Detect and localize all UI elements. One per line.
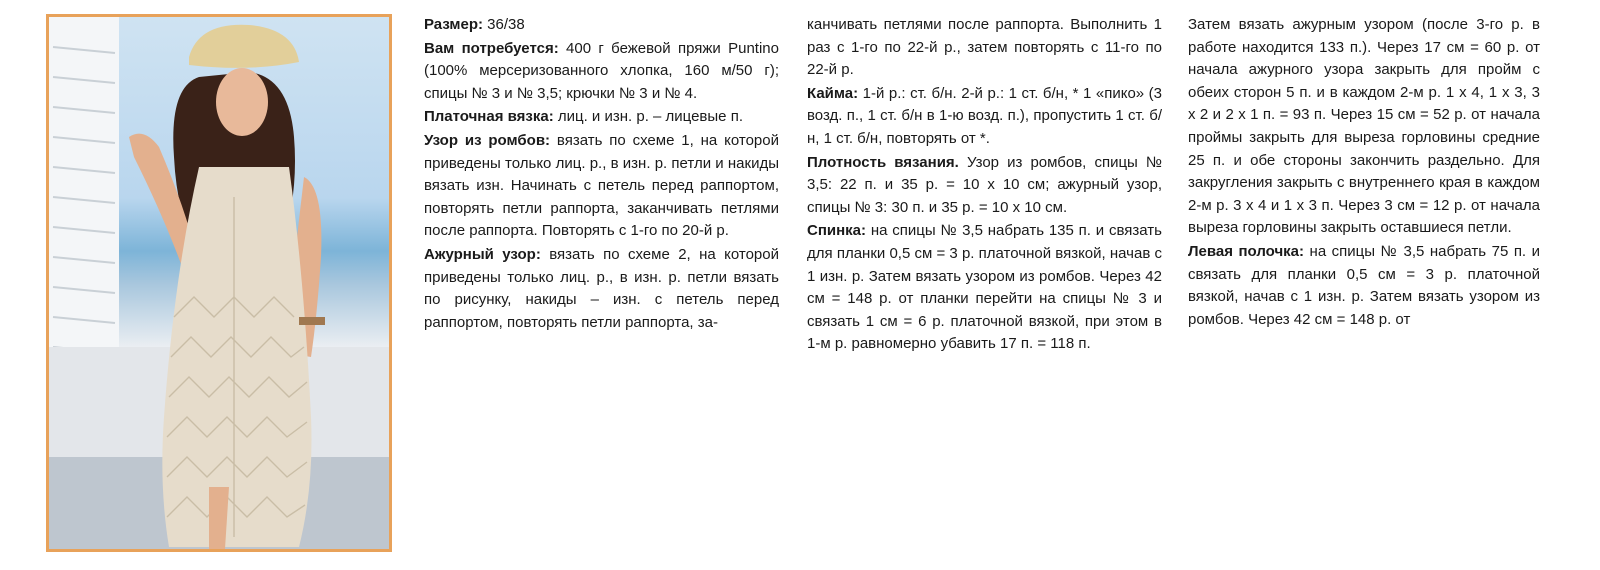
model-photo-icon <box>49 17 389 549</box>
rhombus-pattern-text: вязать по схеме 1, на которой приведены только лиц. р., в изн. р. петли и накиды вязать изн. Начинать с петель перед раппортом, повторять петли раппорта, заканчивать петлями после раппорта. Повторять с 1-го по 20-й р. <box>424 131 779 240</box>
rhombus-pattern-paragraph <box>424 130 779 243</box>
openwork-pattern-text: вязать по схеме 2, на которой приведены только лиц. р., в изн. р. петли вязать по рисунку, накиды – изн. с петель перед раппортом, повторять петли раппорта, за- <box>424 245 779 331</box>
gauge-text: Узор из ромбов, спицы № 3,5: 22 п. и 35 р. = 10 x 10 см; ажурный узор, спицы № 3: 30 п. и 35 р. = 10 x 10 см. <box>807 153 1162 216</box>
continuation-text-2: Затем вязать ажурным узором (после 3-го р. в работе находится 133 п.). Через 17 см = 60 р. от начала ажурного узора закрыть для пройм с обеих сторон 5 п. и в каждом 2-м р. 1 x 4, 1 x 3, 3 x 2 и 2 x 1 п. = 93 п. Через 15 см = 52 р. от начала проймы закрыть для выреза горловины средние 25 п. и обе стороны закончить раздельно. Для закругления закрыть с внутреннего края в каждом 2-м р. 3 x 4 и 1 x 3 п. Через 3 см = 12 р. от начала выреза горловины закрыть оставшиеся петли. <box>1188 16 1540 237</box>
size-paragraph <box>424 14 779 37</box>
instructions-column-1 <box>424 14 779 559</box>
instructions-column-3 <box>1188 14 1540 559</box>
size-label: Размер: <box>424 16 484 33</box>
instructions-column-2 <box>807 14 1162 559</box>
continuation-text: канчивать петлями после раппорта. Выполнить 1 раз с 1-го по 22-й р., затем повторять с 11-го по 22-й р. <box>807 16 1162 79</box>
back-label: Спинка: <box>807 222 867 240</box>
rhombus-pattern-label: Узор из ромбов: <box>424 131 551 149</box>
materials-label: Вам потребуется: <box>424 39 559 57</box>
left-front-paragraph <box>1188 241 1540 331</box>
edge-paragraph <box>807 83 1162 151</box>
garter-stitch-text: лиц. и изн. р. – лицевые п. <box>553 108 743 126</box>
left-front-label: Левая полочка: <box>1188 242 1305 260</box>
continuation-paragraph <box>807 14 1162 82</box>
openwork-pattern-paragraph <box>424 244 779 334</box>
left-front-text: на спицы № 3,5 набрать 75 п. и связать для планки 0,5 см = 3 р. платочной вязкой, начав с 1 изн. р. Затем вязать узором из ромбов. Через 42 см = 148 р. от <box>1188 242 1540 328</box>
back-paragraph <box>807 220 1162 356</box>
model-photo <box>46 14 392 552</box>
size-value: 36/38 <box>483 16 525 33</box>
edge-label: Кайма: <box>807 84 859 102</box>
openwork-pattern-label: Ажурный узор: <box>424 245 541 263</box>
garter-stitch-label: Платочная вязка: <box>424 108 554 126</box>
continuation-paragraph-2 <box>1188 14 1540 240</box>
materials-paragraph <box>424 38 779 106</box>
materials-text: 400 г бежевой пряжи Puntino (100% мерсеризованного хлопка, 160 м/50 г); спицы № 3 и № 3,5; крючки № 3 и № 4. <box>424 39 779 102</box>
garter-stitch-paragraph <box>424 106 779 129</box>
gauge-paragraph <box>807 152 1162 220</box>
back-text: на спицы № 3,5 набрать 135 п. и связать для планки 0,5 см = 3 р. платочной вязкой, начав с 1 изн. р. Затем вязать узором из ромбов. Через 42 см = 148 р. от планки перейти на спицы № 3 и связать 1 см = 6 р. платочной вязкой, при этом в 1-м р. равномерно убавить 17 п. = 118 п. <box>807 222 1162 353</box>
gauge-label: Плотность вязания. <box>807 153 959 171</box>
edge-text: 1-й р.: ст. б/н. 2-й р.: 1 ст. б/н, * 1 «пико» (3 возд. п., 1 ст. б/н в 1-ю возд. п.), пропустить 1 ст. б/н, 1 ст. б/н, повторять от *. <box>807 84 1162 147</box>
